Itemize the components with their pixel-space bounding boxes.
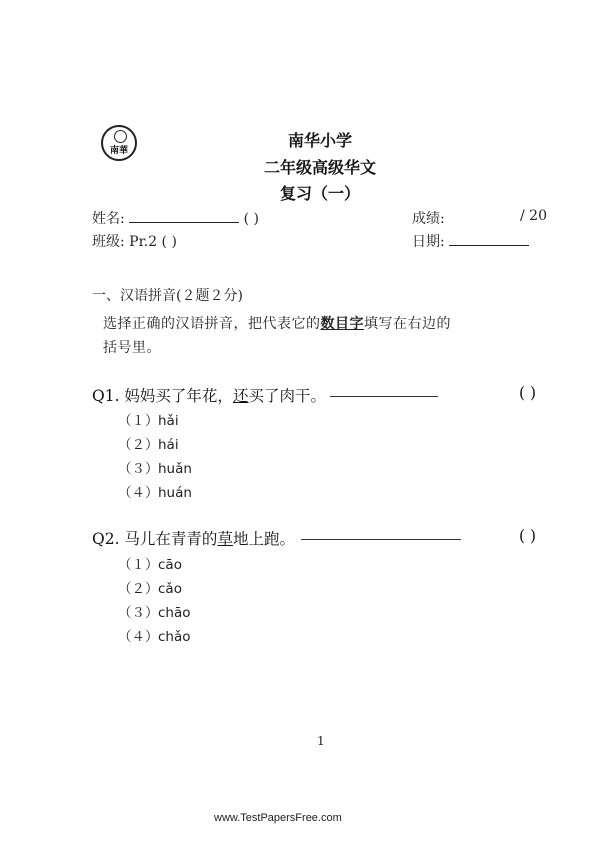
question-1-target: 还: [232, 387, 249, 405]
question-2-option: （２）cǎo: [118, 581, 182, 597]
question-2-option: （１）cāo: [118, 557, 182, 573]
school-name: 南华小学: [287, 131, 352, 150]
question-2-option: （４）chǎo: [118, 629, 191, 645]
score-label: 成绩:: [412, 211, 445, 227]
question-1-leader-line: [330, 396, 438, 397]
section-title: 一、汉语拼音(２题２分): [92, 288, 243, 304]
question-1-suffix: 买了肉干。: [248, 387, 326, 405]
score-total: / 20: [520, 208, 547, 224]
instruction-line-1: [103, 313, 451, 333]
name-field: [92, 208, 259, 228]
class-label: 班级:: [92, 234, 125, 250]
page-number: 1: [317, 734, 325, 748]
date-field: [412, 231, 529, 251]
instruction-emphasis: 数目字: [320, 316, 364, 332]
date-blank[interactable]: [449, 245, 529, 246]
page-title: 复习（一）: [279, 184, 360, 203]
date-label: 日期:: [412, 234, 445, 250]
question-1-option: （２）hái: [118, 437, 179, 453]
question-2-leader-line: [301, 539, 461, 540]
name-paren: ( ): [243, 211, 259, 227]
instruction-text-a: 选择正确的汉语拼音，把代表它的: [103, 316, 321, 332]
name-label: 姓名:: [92, 211, 125, 227]
question-2-prefix: Q2. 马儿在青青的: [92, 530, 218, 548]
question-1-option: （４）huán: [118, 485, 192, 501]
question-1-prefix: Q1. 妈妈买了年花，: [92, 387, 233, 405]
logo-text: 南華: [109, 146, 128, 156]
question-1-option: （３）huǎn: [118, 461, 192, 477]
question-2-suffix: 地上跑。: [232, 530, 295, 548]
question-1: [92, 384, 438, 406]
question-2-option: （３）chāo: [118, 605, 191, 621]
instruction-line-2: 括号里。: [103, 340, 161, 356]
class-field: [92, 231, 177, 251]
class-value: Pr.2 ( ): [129, 234, 177, 250]
question-2-answer-box[interactable]: ( ): [519, 527, 537, 545]
course-title: 二年级高级华文: [263, 158, 376, 177]
name-blank[interactable]: [129, 222, 239, 223]
question-2-target: 草: [217, 530, 233, 548]
footer-website: www.TestPapersFree.com: [214, 812, 342, 824]
instruction-text-c: 填写在右边的: [364, 316, 451, 332]
question-2: [92, 527, 461, 549]
question-1-option: （１）hǎi: [118, 413, 179, 429]
question-1-answer-box[interactable]: ( ): [519, 384, 537, 402]
